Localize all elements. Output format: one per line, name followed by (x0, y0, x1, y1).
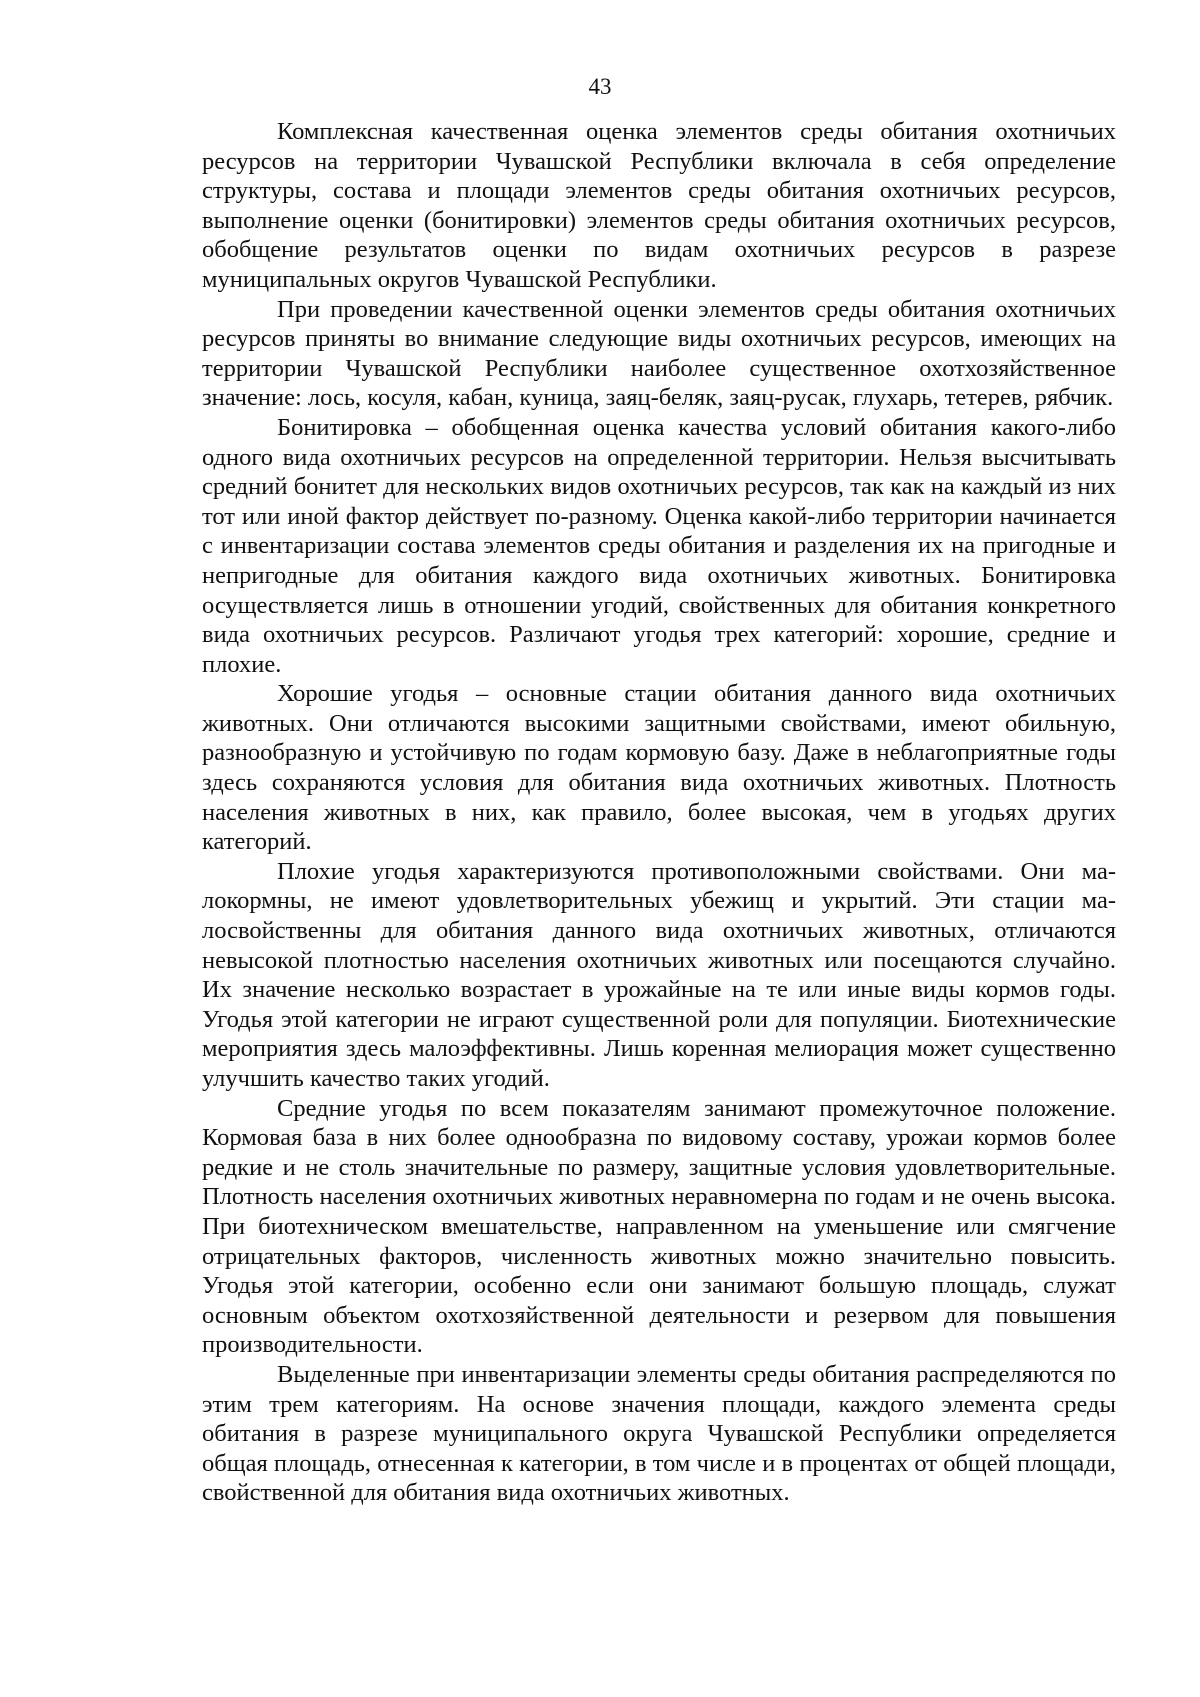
page-number: 43 (588, 74, 612, 99)
paragraph-medium-lands: Средние угодья по всем показателям занимают промежуточное положение. Кормовая база в них более однообразна по видовому составу, урожаи кормов более редкие и не столь значительные по размеру, защитные условия удовлетворительные. Плотность населения охотничьих животных неравномерна по годам и не очень высока. При биотехническом вмешательстве, направленном на уменьшение или смягчение отрицательных факторов, численность животных можно значительно повысить. Угодья этой категории, особенно если они занимают большую площадь, служат основным объектом охотхозяйственной деятельности и резервом для повышения производительности. (202, 1094, 1116, 1359)
paragraph-species-considered: При проведении качественной оценки элементов среды обитания охотничьих ресурсов приняты во внимание следующие виды охотничьих ресурсов, имеющих на территории Чувашской Республики наиболее существенное охотхозяйственное значение: лось, косуля, кабан, куница, заяц-беляк, заяц-русак, глухарь, тетерев, рябчик. (202, 295, 1116, 412)
paragraph-bonitation-definition: Бонитировка – обобщенная оценка качества условий обитания какого-либо одного вида охотничьих ресурсов на определенной территории. Нельзя высчитывать средний бонитет для нескольких видов охотничьих ресурсов, так как на каждый из них тот или иной фактор действует по-разному. Оценка какой-либо территории начинается с инвентаризации состава элементов среды обитания и разделения их на пригодные и непригодные для обитания каждого вида охотничьих животных. Бонитировка осуществляется лишь в отношении угодий, свойственных для обитания конкретного вида охотничьих ресурсов. Различают угодья трех категорий: хорошие, средние и плохие. (202, 413, 1116, 678)
paragraph-poor-lands: Плохие угодья характеризуются противоположными свойствами. Они малокормны, не имеют удовлетворительных убежищ и укрытий. Эти стации малосвойственны для обитания данного вида охотничьих животных, отличаются невысокой плотностью населения охотничьих животных или посещаются случайно. Их значение несколько возрастает в урожайные на те или иные виды кормов годы. Угодья этой категории не играют существенной роли для популяции. Биотехнические мероприятия здесь малоэффективны. Лишь коренная мелиорация может существенно улучшить качество таких угодий. (202, 857, 1116, 1092)
paragraph-habitat-assessment: Комплексная качественная оценка элементов среды обитания охотничьих ресурсов на территории Чувашской Республики включала в себя определение структуры, состава и площади элементов среды обитания охотничьих ресурсов, выполнение оценки (бонитировки) элементов среды обитания охотничьих ресурсов, обобщение результатов оценки по видам охотничьих ресурсов в разрезе муниципальных округов Чувашской Республики. (202, 118, 1116, 293)
paragraph-good-lands: Хорошие угодья – основные стации обитания данного вида охотничьих животных. Они отличаются высокими защитными свойствами, имеют обильную, разнообразную и устойчивую по годам кормовую базу. Даже в неблагоприятные годы здесь сохраняются условия для обитания вида охотничьих животных. Плотность населения животных в них, как правило, более высокая, чем в угодьях других категорий. (202, 680, 1116, 856)
paragraph-category-distribution: Выделенные при инвентаризации элементы среды обитания распределяются по этим трем категориям. На основе значения площади, каждого элемента среды обитания в разрезе муниципального округа Чувашской Республики определяется общая площадь, отнесенная к категории, в том числе и в процентах от общей площади, свойственной для обитания вида охотничьих животных. (202, 1360, 1116, 1507)
body-text (202, 117, 1116, 1508)
